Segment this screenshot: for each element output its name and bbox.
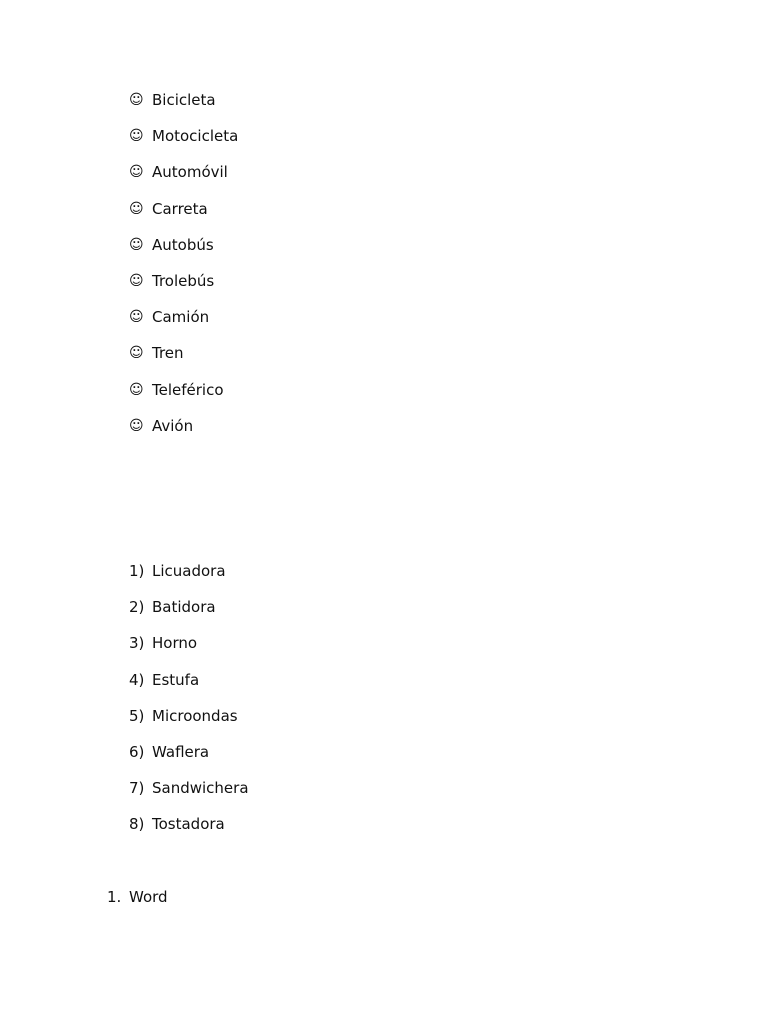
list-item [0,887,768,923]
list-item [0,271,768,307]
list-item [0,778,768,814]
smiley-bullet-icon: ☺ [129,236,144,253]
smiley-bullet-icon: ☺ [129,381,144,398]
list-number: 8) [129,815,145,834]
list-item-label: Tren [152,344,184,363]
smiley-bullet-icon: ☺ [129,345,144,362]
list-item-label: Waflera [152,742,210,761]
list-item [0,199,768,235]
appliance-numbered-list [0,561,768,851]
list-item-label: Autobús [152,235,214,254]
list-item [0,307,768,343]
list-item [0,633,768,669]
list-item [0,235,768,271]
transport-bullet-list [0,90,768,452]
list-item-label: Carreta [152,199,208,218]
list-number: 7) [129,779,145,798]
list-item [0,416,768,452]
smiley-bullet-icon: ☺ [129,128,144,145]
list-item-label: Avión [152,416,194,435]
list-item-label: Microondas [152,706,238,725]
list-number: 3) [129,634,145,653]
list-item-label: Licuadora [152,562,226,580]
list-number: 5) [129,706,145,725]
list-item [0,742,768,778]
list-item [0,90,768,126]
outer-numbered-list [0,887,768,923]
smiley-bullet-icon: ☺ [129,309,144,326]
list-number: 6) [129,742,145,761]
list-item [0,561,768,597]
list-item-label: Sandwichera [152,779,249,798]
smiley-bullet-icon: ☺ [129,200,144,217]
list-item-label: Trolebús [152,271,215,290]
smiley-bullet-icon: ☺ [129,272,144,289]
list-number: 2) [129,598,145,617]
list-item [0,343,768,379]
list-item-label: Horno [152,634,198,653]
smiley-bullet-icon: ☺ [129,92,144,108]
list-number: 1. [107,888,122,906]
list-item [0,670,768,706]
list-item-label: Tostadora [152,815,225,834]
list-item-label: Camión [152,308,210,327]
list-item [0,380,768,416]
list-item [0,162,768,198]
list-item [0,597,768,633]
list-item-label: Estufa [152,670,200,689]
list-number: 1) [129,562,145,580]
list-item-label: Batidora [152,598,216,617]
list-item-label: Automóvil [152,163,228,182]
list-item-label: Word [129,888,168,906]
list-item-label: Motocicleta [152,127,239,146]
list-item-label: Bicicleta [152,91,216,109]
list-item [0,126,768,162]
list-number: 4) [129,670,145,689]
list-item-label: Teleférico [152,380,224,399]
smiley-bullet-icon: ☺ [129,164,144,181]
list-item [0,706,768,742]
list-item [0,814,768,850]
smiley-bullet-icon: ☺ [129,417,144,434]
